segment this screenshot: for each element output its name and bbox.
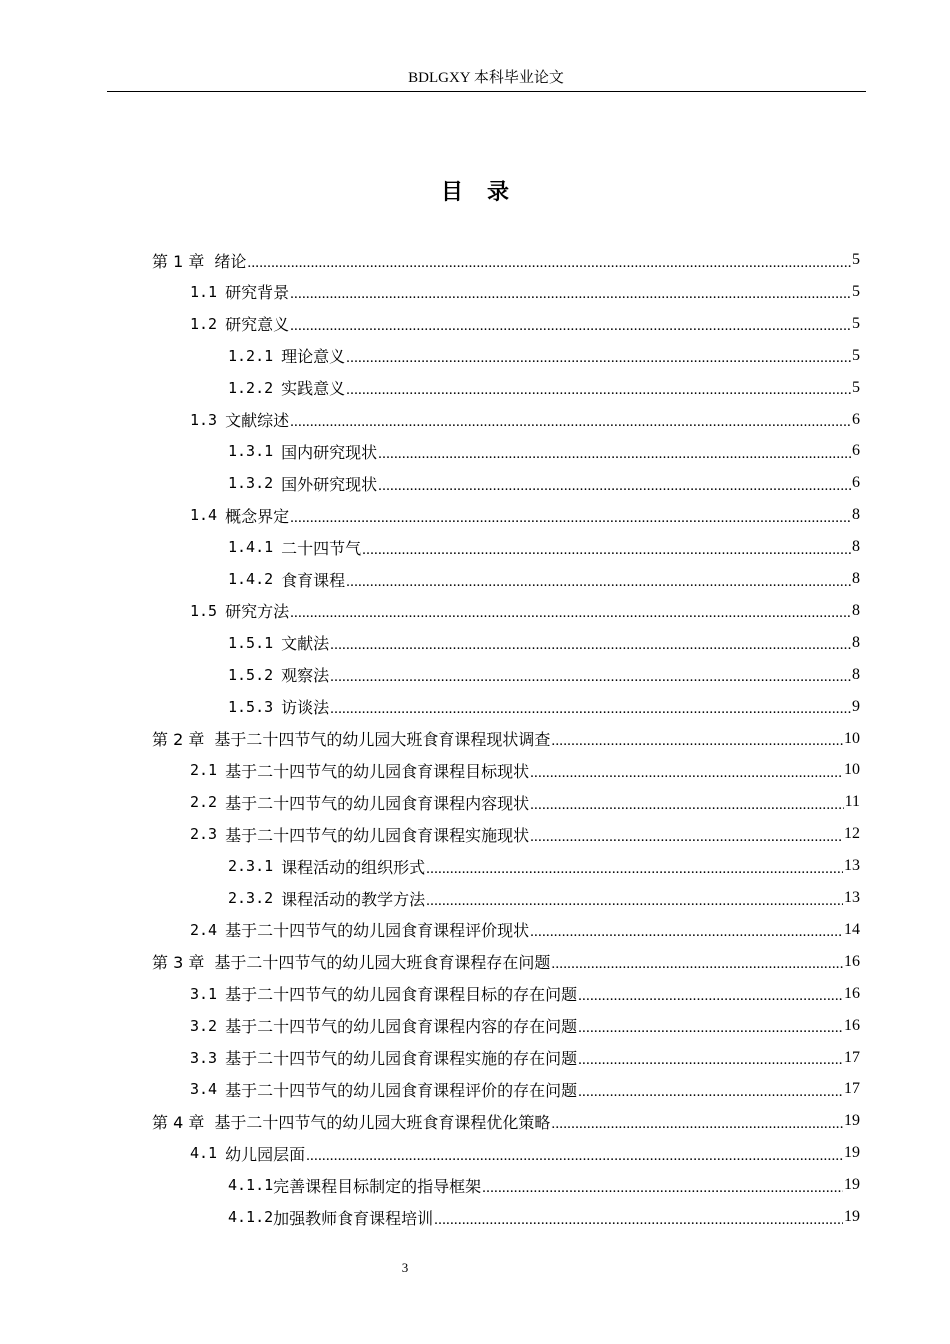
toc-entry-page: 9 xyxy=(852,697,860,715)
toc-entry-number: 3.2 xyxy=(190,1016,218,1035)
toc-entry-title: 基于二十四节气的幼儿园食育课程实施的存在问题 xyxy=(225,1049,578,1068)
toc-entry-title: 研究意义 xyxy=(225,315,290,335)
toc-entry-page: 16 xyxy=(844,952,860,970)
toc-entry-page: 8 xyxy=(852,633,860,651)
toc-entry-page: 10 xyxy=(844,729,860,747)
toc-entry-title: 基于二十四节气的幼儿园食育课程实施现状 xyxy=(225,825,530,845)
dot-leader xyxy=(426,893,843,910)
toc-entry-number: 3.3 xyxy=(190,1048,218,1067)
header-rule xyxy=(107,91,866,92)
toc-entry[interactable] xyxy=(190,786,860,818)
toc-entry-title: 基于二十四节气的幼儿园大班食育课程现状调查 xyxy=(214,730,551,749)
toc-entry[interactable] xyxy=(228,882,860,914)
dot-leader xyxy=(530,829,843,846)
toc-entry-number: 2.1 xyxy=(190,761,218,780)
toc-entry-number: 1.4 xyxy=(190,506,218,525)
toc-entry-title: 国外研究现状 xyxy=(281,474,378,494)
toc-entry[interactable] xyxy=(152,1105,860,1137)
toc-entry-number: 1.5.3 xyxy=(228,697,274,716)
toc-entry[interactable] xyxy=(190,914,860,946)
toc-entry[interactable] xyxy=(228,563,860,595)
toc-entry[interactable] xyxy=(190,978,860,1010)
dot-leader xyxy=(378,446,851,463)
toc-entry-page: 8 xyxy=(852,538,860,556)
toc-entry-title: 实践意义 xyxy=(281,379,346,399)
toc-entry[interactable] xyxy=(228,467,860,499)
toc-entry-page: 5 xyxy=(852,314,860,332)
toc-entry-title: 基于二十四节气的幼儿园食育课程内容的存在问题 xyxy=(225,1017,578,1037)
toc-entry-title: 概念界定 xyxy=(225,506,290,526)
toc-entry-title: 文献法 xyxy=(281,634,330,654)
dot-leader xyxy=(426,861,843,878)
toc-entry[interactable] xyxy=(190,1073,860,1105)
toc-entry-title: 研究方法 xyxy=(225,602,290,622)
toc-entry-page: 19 xyxy=(844,1144,860,1162)
toc-entry[interactable] xyxy=(228,372,860,404)
toc-entry-number: 第 4 章 xyxy=(152,1112,205,1132)
running-header: BDLGXY 本科毕业论文 xyxy=(408,70,564,86)
toc-entry-number: 2.3.1 xyxy=(228,857,274,876)
dot-leader xyxy=(530,924,843,941)
toc-entry-page: 5 xyxy=(852,282,860,300)
dot-leader xyxy=(578,1084,843,1101)
toc-entry[interactable] xyxy=(152,723,860,755)
dot-leader xyxy=(306,1148,843,1165)
toc-entry[interactable] xyxy=(228,340,860,372)
toc-entry-page: 6 xyxy=(852,474,860,492)
toc-entry-page: 10 xyxy=(844,761,860,779)
dot-leader xyxy=(578,988,843,1005)
toc-entry-page: 8 xyxy=(852,506,860,524)
toc-entry-page: 6 xyxy=(852,410,860,428)
toc-entry-number: 1.4.2 xyxy=(228,570,274,588)
toc-entry[interactable] xyxy=(190,276,860,308)
toc-entry[interactable] xyxy=(228,850,860,882)
page-number: 3 xyxy=(401,1260,409,1275)
toc-entry[interactable] xyxy=(190,754,860,786)
dot-leader xyxy=(551,956,843,973)
toc-entry[interactable] xyxy=(228,531,860,563)
toc-entry-page: 19 xyxy=(844,1208,860,1225)
toc-entry-number: 1.4.1 xyxy=(228,538,274,557)
dot-leader xyxy=(330,701,851,718)
dot-leader xyxy=(290,510,851,527)
toc-entry[interactable] xyxy=(228,1201,860,1233)
toc-entry-title: 课程活动的教学方法 xyxy=(281,889,426,909)
toc-entry-number: 1.5.2 xyxy=(228,665,274,684)
toc-entry[interactable] xyxy=(228,659,860,691)
toc-entry-number: 1.3.1 xyxy=(228,442,274,461)
toc-entry[interactable] xyxy=(190,595,860,627)
dot-leader xyxy=(290,605,851,622)
toc-entry[interactable] xyxy=(190,1042,860,1074)
dot-leader xyxy=(362,542,851,559)
toc-entry-title: 幼儿园层面 xyxy=(225,1144,306,1164)
toc-entry[interactable] xyxy=(228,627,860,659)
toc-entry-page: 14 xyxy=(844,920,860,938)
toc-entry[interactable] xyxy=(228,435,860,467)
dot-leader xyxy=(346,574,851,591)
dot-leader xyxy=(346,382,851,399)
dot-leader xyxy=(346,350,851,367)
toc-entry-title: 文献综述 xyxy=(225,411,290,430)
toc-entry-number: 2.3 xyxy=(190,825,218,844)
toc-entry-page: 16 xyxy=(844,984,860,1002)
dot-leader xyxy=(530,765,843,782)
toc-entry-title: 基于二十四节气的幼儿园食育课程内容现状 xyxy=(225,793,530,813)
toc-entry-number: 4.1.1 xyxy=(228,1176,274,1195)
toc-entry[interactable] xyxy=(190,499,860,531)
dot-leader xyxy=(578,1052,843,1069)
toc-entry-page: 6 xyxy=(852,442,860,460)
toc-title: 目录 xyxy=(440,180,533,205)
dot-leader xyxy=(434,1212,843,1229)
toc-entry-number: 2.2 xyxy=(190,793,218,812)
toc-entry[interactable] xyxy=(190,1137,860,1169)
dot-leader xyxy=(530,797,843,814)
toc-entry-title: 基于二十四节气的幼儿园大班食育课程优化策略 xyxy=(214,1112,551,1132)
toc-entry-number: 1.2.2 xyxy=(228,378,274,397)
toc-entry-page: 16 xyxy=(844,1016,860,1034)
toc-entry-page: 11 xyxy=(844,793,860,811)
toc-entry-number: 1.5.1 xyxy=(228,633,274,652)
toc-entry-page: 5 xyxy=(852,346,860,364)
toc-entry[interactable] xyxy=(228,1169,860,1201)
dot-leader xyxy=(551,733,843,750)
dot-leader xyxy=(290,286,851,303)
toc-entry-title: 研究背景 xyxy=(225,283,290,303)
toc-entry-title: 完善课程目标制定的指导框架 xyxy=(273,1176,482,1196)
toc-entry-title: 观察法 xyxy=(281,666,330,686)
dot-leader xyxy=(330,669,851,686)
toc-entry-number: 3.4 xyxy=(190,1080,218,1099)
toc-entry[interactable] xyxy=(152,946,860,978)
dot-leader xyxy=(330,637,851,654)
toc-entry[interactable] xyxy=(228,691,860,723)
toc-entry-title: 理论意义 xyxy=(281,347,346,367)
toc-entry-title: 食育课程 xyxy=(281,570,346,590)
toc-entry-title: 加强教师食育课程培训 xyxy=(273,1208,434,1228)
toc-entry-title: 访谈法 xyxy=(281,698,330,718)
toc-entry-page: 17 xyxy=(844,1048,860,1066)
toc-entry-page: 13 xyxy=(844,857,860,875)
toc-entry-page: 8 xyxy=(852,665,860,683)
toc-entry[interactable] xyxy=(190,308,860,340)
toc-entry[interactable] xyxy=(190,1010,860,1042)
toc-entry-title: 二十四节气 xyxy=(281,538,362,558)
toc-entry-title: 国内研究现状 xyxy=(281,442,378,462)
toc-entry-page: 17 xyxy=(844,1080,860,1098)
toc-entry-number: 1.5 xyxy=(190,601,218,620)
toc-entry-number: 3.1 xyxy=(190,984,218,1003)
dot-leader xyxy=(290,318,851,335)
dot-leader xyxy=(482,1180,843,1197)
toc-entry-title: 基于二十四节气的幼儿园食育课程评价现状 xyxy=(225,921,530,941)
toc-entry-page: 5 xyxy=(852,251,860,268)
toc-entry-title: 基于二十四节气的幼儿园食育课程目标现状 xyxy=(225,761,530,781)
toc-entry[interactable] xyxy=(190,404,860,436)
toc-entry-number: 1.3.2 xyxy=(228,474,274,493)
toc-entry[interactable] xyxy=(152,244,860,276)
toc-entry-page: 12 xyxy=(844,825,860,843)
toc-entry-page: 8 xyxy=(852,570,860,587)
toc-entry-number: 第 3 章 xyxy=(152,953,205,973)
dot-leader xyxy=(578,1020,843,1037)
dot-leader xyxy=(290,414,851,431)
toc-entry-number: 2.4 xyxy=(190,920,218,939)
toc-entry-page: 5 xyxy=(852,378,860,396)
toc-entry-page: 13 xyxy=(844,889,860,906)
dot-leader xyxy=(247,255,851,272)
toc-entry-number: 1.1 xyxy=(190,282,218,301)
toc-entry-page: 19 xyxy=(844,1176,860,1194)
toc-entry[interactable] xyxy=(190,818,860,850)
dot-leader xyxy=(551,1116,843,1133)
toc-entry-title: 基于二十四节气的幼儿园食育课程目标的存在问题 xyxy=(225,985,578,1005)
toc-entry-number: 2.3.2 xyxy=(228,889,274,907)
toc-entry-title: 基于二十四节气的幼儿园食育课程评价的存在问题 xyxy=(225,1080,578,1100)
dot-leader xyxy=(378,478,851,495)
toc-entry-number: 第 2 章 xyxy=(152,730,205,749)
toc-entry-number: 1.3 xyxy=(190,410,218,429)
toc-entry-title: 绪论 xyxy=(214,251,247,271)
toc-entry-number: 1.2 xyxy=(190,314,218,333)
toc-entry-number: 4.1 xyxy=(190,1144,218,1163)
toc-entry-title: 基于二十四节气的幼儿园大班食育课程存在问题 xyxy=(214,953,551,973)
toc-entry-number: 4.1.2 xyxy=(228,1208,274,1226)
toc-entry-number: 1.2.1 xyxy=(228,346,274,365)
toc-entry-page: 19 xyxy=(844,1112,860,1130)
toc-entry-number: 第 1 章 xyxy=(152,251,205,271)
toc-entry-page: 8 xyxy=(852,601,860,619)
toc-entry-title: 课程活动的组织形式 xyxy=(281,857,426,877)
